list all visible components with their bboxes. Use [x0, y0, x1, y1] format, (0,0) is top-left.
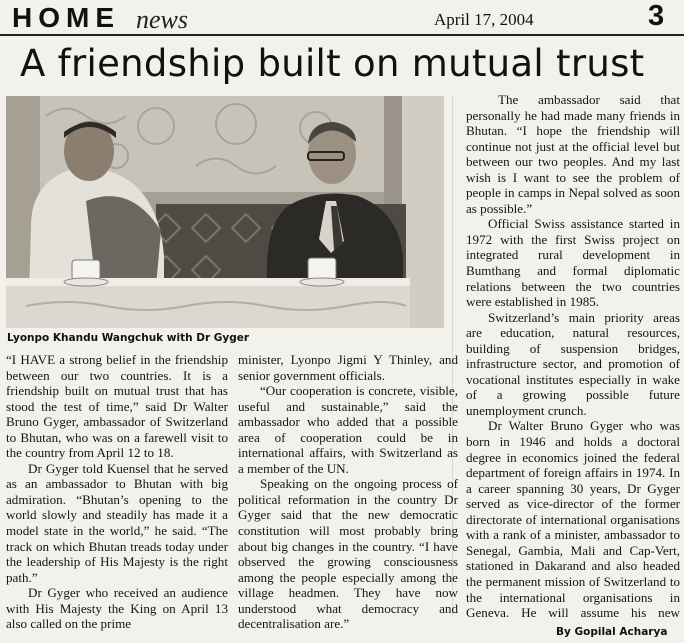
issue-date: April 17, 2004: [434, 10, 534, 29]
photo-caption: Lyonpo Khandu Wangchuk with Dr Gyger: [7, 332, 250, 344]
paragraph: Dr Walter Bruno Gyger who was born in 1946 and holds a doctoral degree in economics joined the federal department of foreign affairs in 1974. In a career spanning 30 years, Dr Gyger served as vice-director of the former directorate of international organisations with a rank of a minister, ambassador to Senegal, Gambia, Mali and Cap-Vert, stationed in Dakarand and also headed the permanent mission of Switzerland to the international organisations in Geneva. He will assume his new: [466, 418, 680, 620]
section-name: HOME: [12, 2, 120, 33]
section-subname: news: [136, 5, 188, 34]
page-number: 3: [648, 0, 665, 32]
paragraph: Switzerland’s main priority areas are education, natural resources, building of suspension bridges, infrastructure sector, and promotion of vocational institutes especially in wake of a growing possible future unemployment crunch.: [466, 309, 680, 418]
paragraph: Speaking on the ongoing process of political reformation in the country Dr Gyger said that the new democratic constitution will most probably bring about big changes in the country. “I have observed the growing consciousness among the people especially among the village headmen. They have now understood what democracy and decentralisation are.”: [238, 476, 458, 632]
byline: By Gopilal Acharya: [556, 626, 668, 638]
paragraph: Dr Gyger who received an audience with His Majesty the King on April 13 also called on the prime: [6, 585, 228, 632]
masthead: [0, 0, 684, 36]
paragraph: The ambassador said that personally he had made many friends in Bhutan. “I hope the friendship will continue not just at the official level but between our two peoples. And my last wish is I want to see the problem of people in camps in Nepal solved as soon as possible.”: [466, 92, 680, 216]
paragraph: Dr Gyger told Kuensel that he served as an ambassador to Bhutan with big admiration. “Bhutan’s opening to the world slowly and steadily has made it a model state in the world,” he said. “The track on which Bhutan treads today under the leadership of His Majesty is the right path.”: [6, 460, 228, 585]
article-column-1: [6, 352, 228, 643]
article-column-2: [238, 352, 458, 643]
paragraph: minister, Lyonpo Jigmi Y Thinley, and senior government officials.: [238, 352, 458, 383]
article-photo: [6, 96, 444, 328]
paragraph: “Our cooperation is concrete, visible, useful and sustainable,” said the ambassador who added that a possible area of cooperation could be in international affairs, with Switzerland as a member of the UN.: [238, 383, 458, 476]
article-column-3: [466, 92, 680, 620]
paragraph: “I HAVE a strong belief in the friendship between our two countries. It is a friendship built on mutual trust that has stood the test of time,” said Dr Walter Bruno Gyger, ambassador of Switzerland to Bhutan, who was on a farewell visit to the country from April 12 to 18.: [6, 352, 228, 461]
paragraph: Official Swiss assistance started in 1972 with the first Swiss project on integrated rural development in Bumthang and formal diplomatic relations between the two countries were established in 1985.: [466, 216, 680, 310]
photo-two-men-seated: [6, 96, 444, 328]
headline: A friendship built on mutual trust: [20, 42, 645, 85]
